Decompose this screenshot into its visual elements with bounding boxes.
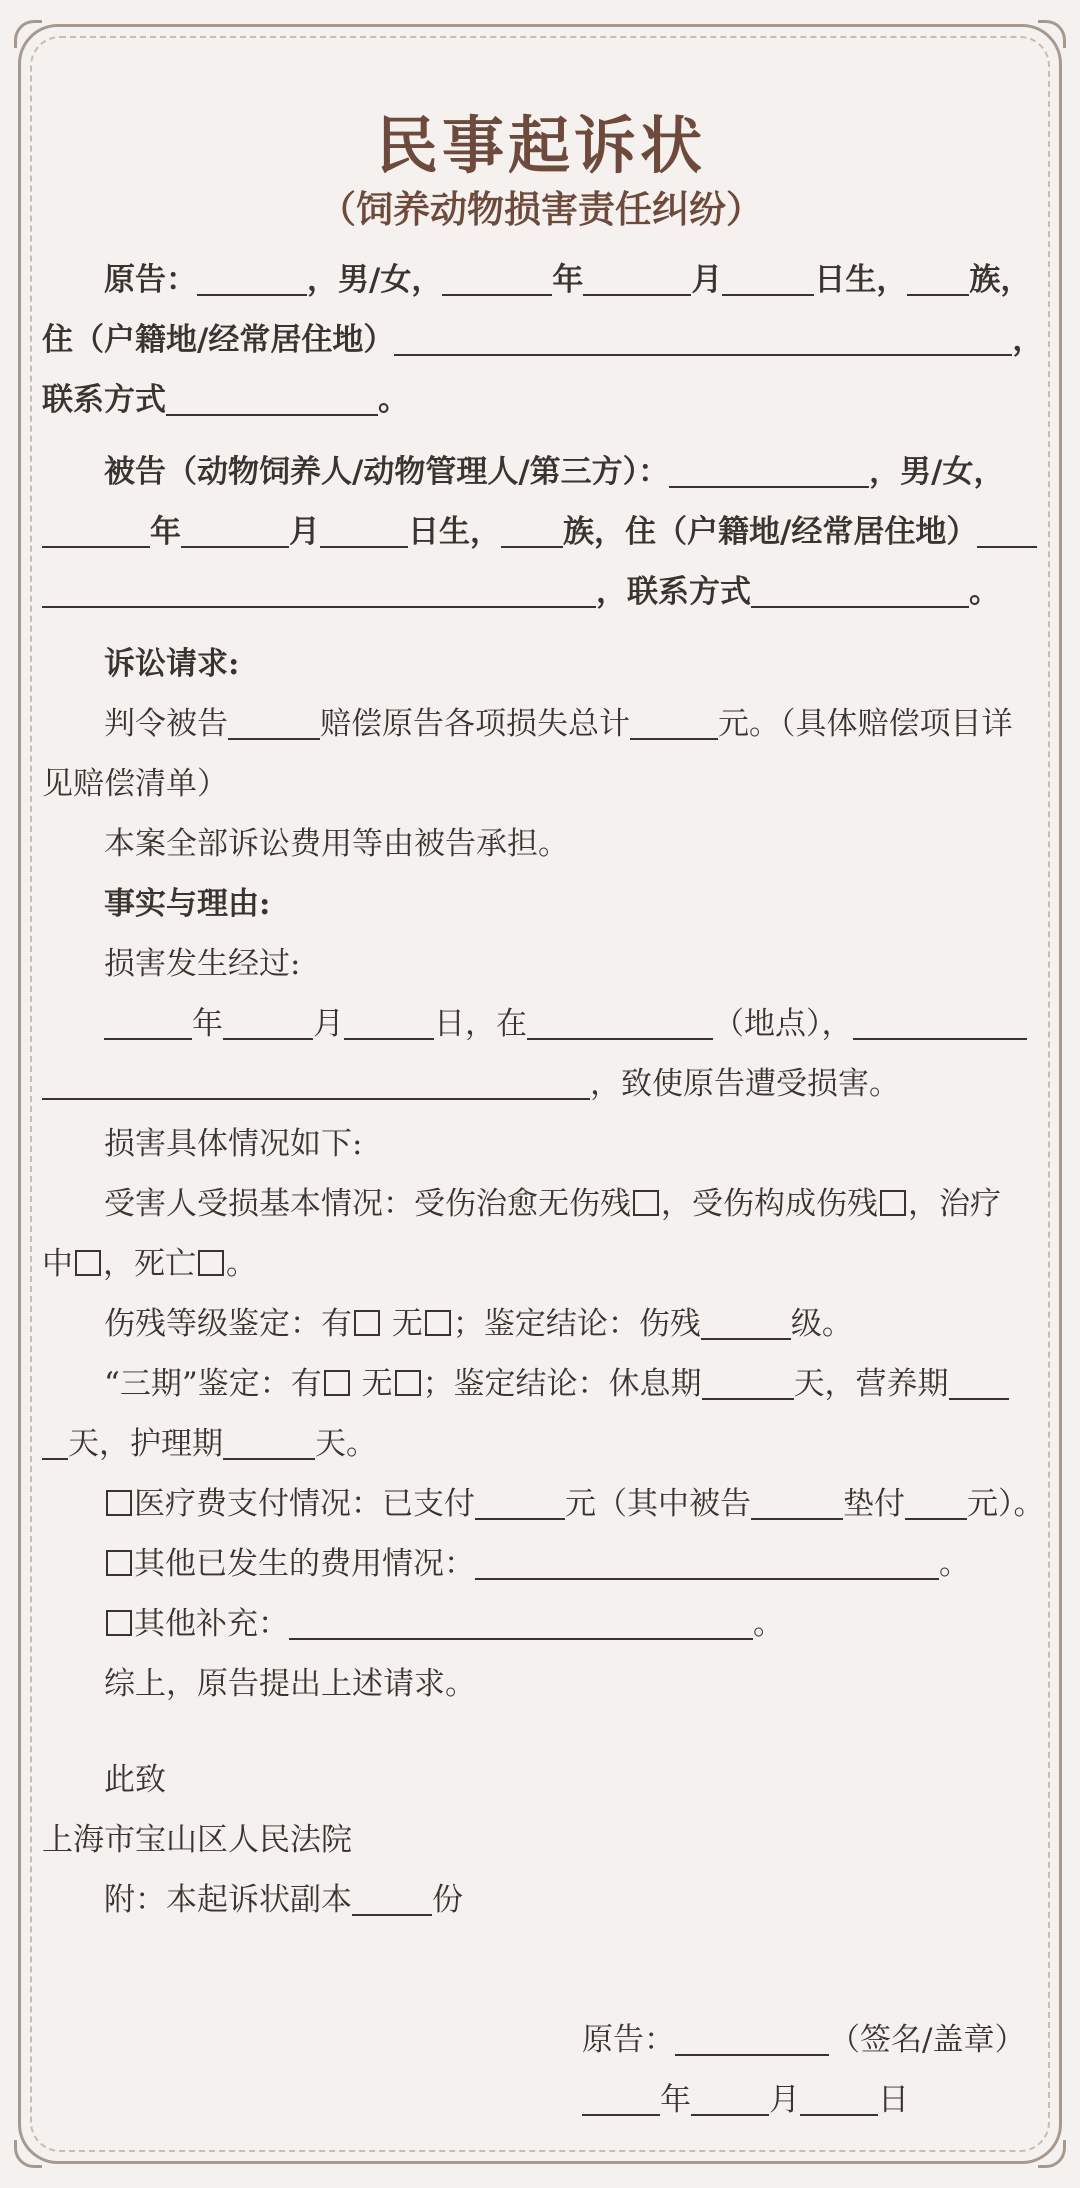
nutrition-period-field[interactable] bbox=[42, 1422, 68, 1460]
month-text: 月 bbox=[289, 514, 320, 550]
treating-checkbox[interactable] bbox=[75, 1250, 101, 1276]
signature-date-line bbox=[582, 2070, 1025, 2130]
birth-day-field[interactable] bbox=[722, 258, 814, 296]
plaintiff-line-3 bbox=[42, 370, 1040, 430]
period-text: 天，护理期 bbox=[68, 1426, 223, 1462]
total-amount-field[interactable] bbox=[630, 702, 718, 740]
disability-grade-field[interactable] bbox=[701, 1302, 791, 1340]
defendant-name-blank[interactable] bbox=[228, 702, 320, 740]
gender-text: ，男/女， bbox=[869, 454, 1005, 490]
other-supp-label: 其他补充： bbox=[134, 1606, 289, 1642]
address-label: 住（户籍地/经常居住地） bbox=[42, 322, 395, 358]
attachment-line bbox=[42, 1870, 1040, 1930]
disability-text: 无 bbox=[391, 1306, 423, 1342]
defendant-name-field[interactable] bbox=[669, 450, 869, 488]
contact-label: 联系方式 bbox=[42, 382, 166, 418]
period-text: 。 bbox=[969, 574, 1000, 610]
victim-text: ，死亡 bbox=[103, 1246, 196, 1282]
conclusion-line: 综上，原告提出上述请求。 bbox=[104, 1666, 476, 1702]
ethnic-text: 族， bbox=[969, 262, 1032, 298]
sign-year-field[interactable] bbox=[582, 2078, 660, 2116]
three-period-line-2 bbox=[42, 1414, 1040, 1474]
day-text: 日生， bbox=[408, 514, 501, 550]
claim-text: 赔偿原告各项损失总计 bbox=[320, 706, 630, 742]
document-subtitle: （饲养动物损害责任纠纷） bbox=[319, 187, 763, 231]
disability-text: 伤残等级鉴定：有 bbox=[104, 1306, 352, 1342]
process-line-2 bbox=[42, 1054, 1040, 1114]
detail-label: 损害具体情况如下: bbox=[104, 1126, 363, 1162]
disability-line bbox=[42, 1294, 1040, 1354]
corner-ornament bbox=[14, 20, 42, 48]
three-period-line-1 bbox=[42, 1354, 1040, 1414]
gender-text: ，男/女， bbox=[307, 262, 443, 298]
death-checkbox[interactable] bbox=[198, 1250, 224, 1276]
year-text: 年 bbox=[192, 1006, 223, 1042]
paid-amount-field[interactable] bbox=[475, 1482, 565, 1520]
court-name: 上海市宝山区人民法院 bbox=[42, 1822, 352, 1858]
other-supp-line bbox=[42, 1594, 1040, 1654]
defendant-year-field[interactable] bbox=[42, 510, 150, 548]
signature-field[interactable] bbox=[675, 2018, 829, 2056]
claims-line-3: 本案全部诉讼费用等由被告承担。 bbox=[104, 826, 569, 862]
result-text: ，致使原告遭受损害。 bbox=[590, 1066, 900, 1102]
incident-detail-field-start[interactable] bbox=[853, 1002, 1027, 1040]
period-text: 。 bbox=[753, 1606, 784, 1642]
document-title: 民事起诉状 bbox=[375, 109, 706, 182]
contact-label: ，联系方式 bbox=[596, 574, 751, 610]
other-cost-line bbox=[42, 1534, 1040, 1594]
period-text: 天。 bbox=[315, 1426, 377, 1462]
day-text: 日，在 bbox=[434, 1006, 527, 1042]
document-body bbox=[42, 109, 1045, 1930]
plaintiff-contact-field[interactable] bbox=[166, 378, 378, 416]
medical-text: 元）。 bbox=[967, 1486, 1045, 1522]
month-text: 月 bbox=[313, 1006, 344, 1042]
ethnic-address-text: 族，住（户籍地/经常居住地） bbox=[563, 514, 978, 550]
claim-text: 元。（具体赔偿项目详 bbox=[718, 706, 1013, 742]
sign-month-field[interactable] bbox=[691, 2078, 769, 2116]
birth-month-field[interactable] bbox=[583, 258, 691, 296]
medical-checkbox[interactable] bbox=[106, 1490, 132, 1516]
plaintiff-line-2 bbox=[42, 310, 1044, 370]
victim-line-1 bbox=[42, 1174, 1040, 1234]
copies-count-field[interactable] bbox=[352, 1878, 432, 1916]
incident-month-field[interactable] bbox=[223, 1002, 313, 1040]
victim-text: 。 bbox=[226, 1246, 257, 1282]
disabled-checkbox[interactable] bbox=[880, 1190, 906, 1216]
disability-text: ；鉴定结论：伤残 bbox=[452, 1306, 701, 1342]
defendant-contact-field[interactable] bbox=[751, 570, 969, 608]
signature-block bbox=[582, 2010, 1025, 2130]
year-text: 年 bbox=[660, 2082, 691, 2118]
defendant-ethnicity-field[interactable] bbox=[501, 510, 563, 548]
year-text: 年 bbox=[552, 262, 584, 298]
defendant-address-field-start[interactable] bbox=[977, 510, 1037, 548]
medical-text: 垫付 bbox=[843, 1486, 905, 1522]
other-supp-checkbox[interactable] bbox=[106, 1610, 132, 1636]
plaintiff-name-field[interactable] bbox=[197, 258, 307, 296]
nutrition-period-field-start[interactable] bbox=[949, 1362, 1009, 1400]
healed-checkbox[interactable] bbox=[633, 1190, 659, 1216]
signature-line bbox=[582, 2010, 1025, 2070]
corner-ornament bbox=[1038, 2140, 1066, 2168]
attachment-text: 附：本起诉状副本 bbox=[104, 1882, 352, 1918]
claims-line-1 bbox=[42, 694, 1040, 754]
victim-line-2 bbox=[42, 1234, 1040, 1294]
incident-detail-field[interactable] bbox=[42, 1062, 590, 1100]
plaintiff-line-1 bbox=[42, 250, 1040, 310]
period-text: 。 bbox=[378, 382, 409, 418]
plaintiff-address-field[interactable] bbox=[394, 318, 1012, 356]
facts-heading: 事实与理由: bbox=[104, 886, 271, 922]
other-supp-field[interactable] bbox=[289, 1602, 753, 1640]
rest-period-field[interactable] bbox=[702, 1362, 794, 1400]
corner-ornament bbox=[14, 2140, 42, 2168]
day-text: 日生， bbox=[814, 262, 908, 298]
period-no-checkbox[interactable] bbox=[395, 1370, 421, 1396]
month-text: 月 bbox=[691, 262, 723, 298]
period-text: “三期”鉴定：有 bbox=[104, 1366, 322, 1402]
ethnicity-field[interactable] bbox=[907, 258, 969, 296]
defendant-line-1 bbox=[42, 442, 1040, 502]
defendant-day-field[interactable] bbox=[320, 510, 408, 548]
other-cost-field[interactable] bbox=[475, 1542, 939, 1580]
defendant-advance-field[interactable] bbox=[751, 1482, 843, 1520]
incident-year-field[interactable] bbox=[104, 1002, 192, 1040]
period-text: 天，营养期 bbox=[793, 1366, 949, 1402]
defendant-month-field[interactable] bbox=[181, 510, 289, 548]
incident-day-field[interactable] bbox=[344, 1002, 434, 1040]
period-text: 。 bbox=[939, 1546, 970, 1582]
advance-amount-field[interactable] bbox=[905, 1482, 967, 1520]
sign-day-field[interactable] bbox=[800, 2078, 878, 2116]
other-cost-checkbox[interactable] bbox=[106, 1550, 132, 1576]
medical-line bbox=[42, 1474, 1045, 1534]
process-line-1 bbox=[42, 994, 1040, 1054]
period-text: 无 bbox=[361, 1366, 393, 1402]
incident-place-field[interactable] bbox=[527, 1002, 713, 1040]
birth-year-field[interactable] bbox=[442, 258, 552, 296]
salutation: 此致 bbox=[104, 1762, 166, 1798]
defendant-line-2 bbox=[42, 502, 1040, 562]
victim-text: 中 bbox=[42, 1246, 73, 1282]
comma-text: ， bbox=[1012, 322, 1044, 358]
day-text: 日 bbox=[878, 2082, 909, 2118]
medical-text: 元（其中被告 bbox=[565, 1486, 751, 1522]
defendant-address-field[interactable] bbox=[42, 570, 596, 608]
victim-text: 受害人受损基本情况：受伤治愈无伤残 bbox=[104, 1186, 631, 1222]
month-text: 月 bbox=[769, 2082, 800, 2118]
disability-no-checkbox[interactable] bbox=[425, 1310, 451, 1336]
claims-heading: 诉讼请求: bbox=[104, 646, 240, 682]
signature-label: 原告： bbox=[582, 2022, 675, 2058]
plaintiff-label: 原告： bbox=[104, 262, 197, 298]
other-cost-label: 其他已发生的费用情况： bbox=[134, 1546, 475, 1582]
year-text: 年 bbox=[150, 514, 181, 550]
disability-text: 级。 bbox=[790, 1306, 853, 1342]
claim-text: 判令被告 bbox=[104, 706, 228, 742]
victim-text: ，治疗 bbox=[908, 1186, 1001, 1222]
signature-note: （签名/盖章） bbox=[829, 2022, 1026, 2058]
period-text: ；鉴定结论：休息期 bbox=[422, 1366, 702, 1402]
defendant-line-3 bbox=[42, 562, 1040, 622]
disability-yes-checkbox[interactable] bbox=[354, 1310, 380, 1336]
attachment-text: 份 bbox=[432, 1882, 463, 1918]
care-period-field[interactable] bbox=[223, 1422, 315, 1460]
period-yes-checkbox[interactable] bbox=[324, 1370, 350, 1396]
victim-text: ，受伤构成伤残 bbox=[661, 1186, 878, 1222]
corner-ornament bbox=[1038, 20, 1066, 48]
place-text: （地点）， bbox=[713, 1006, 853, 1042]
defendant-label: 被告（动物饲养人/动物管理人/第三方）： bbox=[104, 454, 670, 490]
claims-line-2: 见赔偿清单） bbox=[42, 766, 228, 802]
process-label: 损害发生经过: bbox=[104, 946, 301, 982]
medical-text: 医疗费支付情况：已支付 bbox=[134, 1486, 475, 1522]
